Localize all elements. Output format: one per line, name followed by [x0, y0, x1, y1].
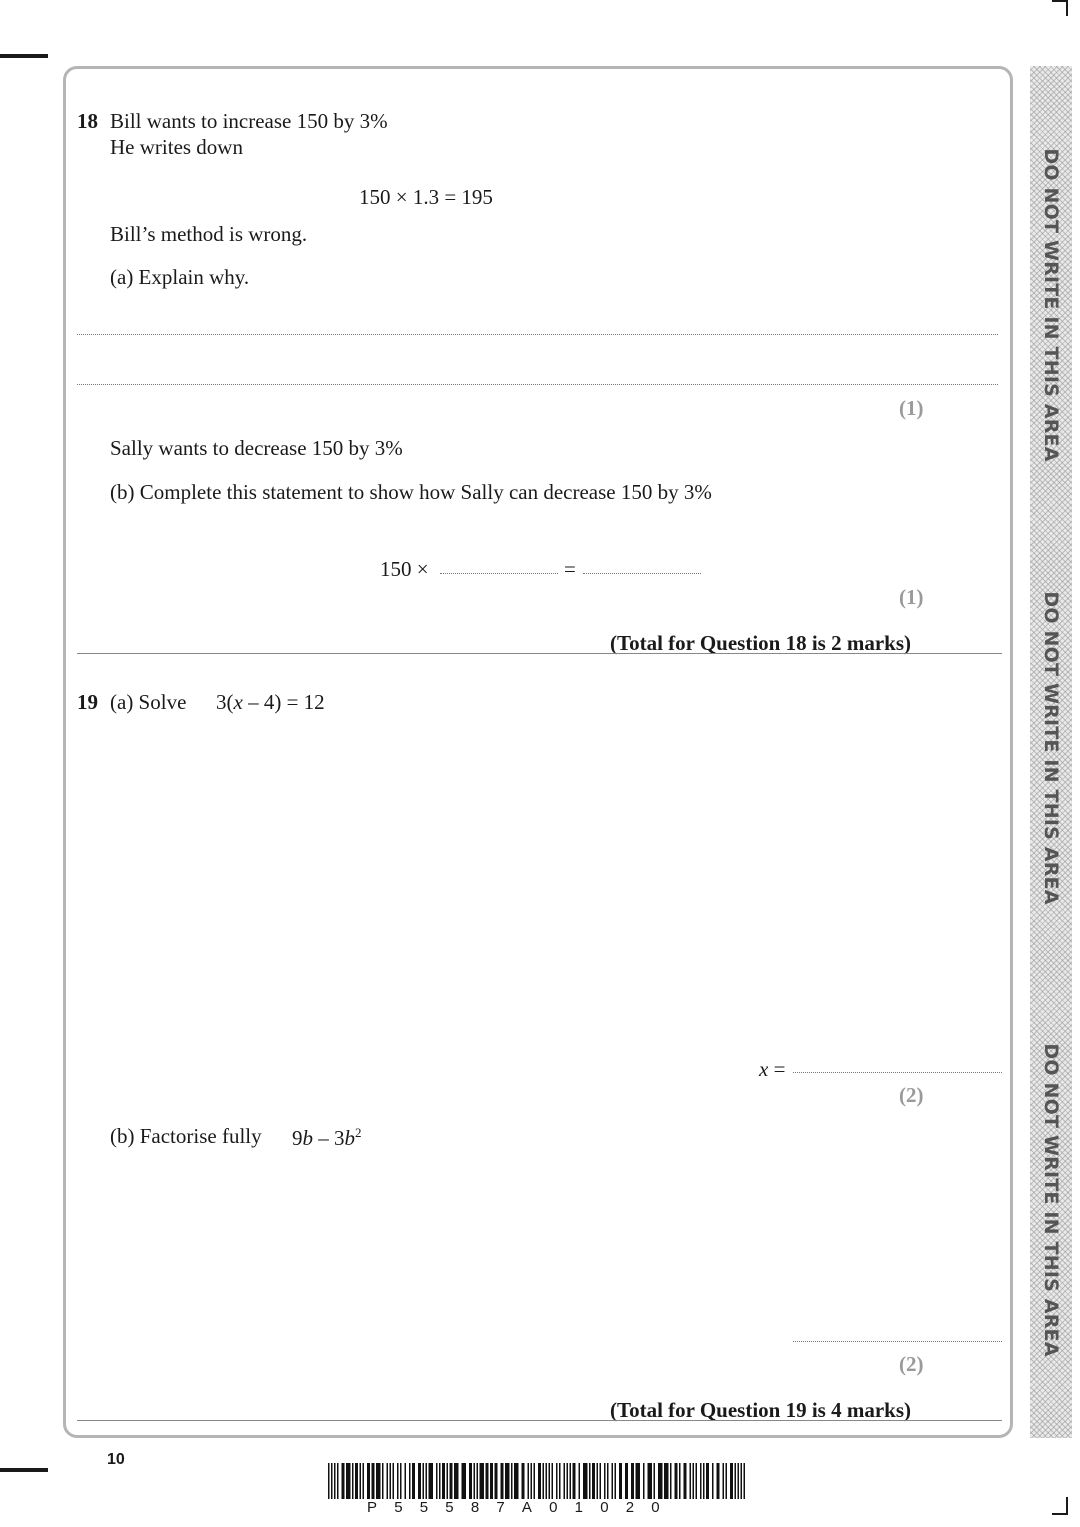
question-divider-18	[77, 653, 1002, 654]
question-18b-lhs: 150 ×	[380, 557, 429, 581]
question-18-equation: 150 × 1.3 = 195	[359, 185, 493, 209]
marks-19a: (2)	[899, 1083, 924, 1107]
total-question-18: (Total for Question 18 is 2 marks)	[610, 631, 912, 655]
question-19b-prompt: (b) Factorise fully	[110, 1124, 262, 1148]
answer-line-19a[interactable]	[793, 1072, 1002, 1073]
answer-line-19b[interactable]	[793, 1341, 1002, 1342]
answer-line-18a-2[interactable]	[77, 384, 998, 385]
question-18-statement: Bill’s method is wrong.	[110, 222, 308, 246]
answer-line-18a-1[interactable]	[77, 334, 998, 335]
question-18-sally: Sally wants to decrease 150 by 3%	[110, 436, 403, 460]
marks-18b: (1)	[899, 585, 924, 609]
question-18-number: 18	[77, 109, 98, 133]
barcode	[328, 1463, 750, 1499]
answer-line-18b-multiplier[interactable]	[440, 573, 558, 574]
question-19-number: 19	[77, 690, 98, 714]
question-18-line-2: He writes down	[110, 135, 243, 159]
question-19a-prompt: (a) Solve	[110, 690, 187, 714]
question-18b-equals: =	[564, 557, 576, 581]
marks-18a: (1)	[899, 396, 924, 420]
answer-line-18b-result[interactable]	[583, 573, 701, 574]
barcode-text: P55587A01020	[367, 1499, 677, 1516]
answer-label-19a: x =	[759, 1057, 786, 1081]
total-question-19: (Total for Question 19 is 4 marks)	[610, 1398, 912, 1422]
registration-mark-top-right-v	[1066, 0, 1068, 16]
question-divider-19	[77, 1420, 1002, 1421]
registration-mark-bottom-right-v	[1066, 1497, 1068, 1515]
question-18-line-1: Bill wants to increase 150 by 3%	[110, 109, 388, 133]
question-19a-expression: 3(x – 4) = 12	[216, 690, 325, 714]
marks-19b: (2)	[899, 1352, 924, 1376]
question-18b-prompt: (b) Complete this statement to show how Sally can decrease 150 by 3%	[110, 480, 712, 504]
registration-mark-bottom-left	[0, 1468, 48, 1472]
question-19b-expression: $9b - 3b^2$	[292, 1125, 362, 1150]
registration-mark-top-left	[0, 54, 48, 58]
page-number: 10	[107, 1451, 125, 1468]
question-18a-prompt: (a) Explain why.	[110, 265, 250, 289]
